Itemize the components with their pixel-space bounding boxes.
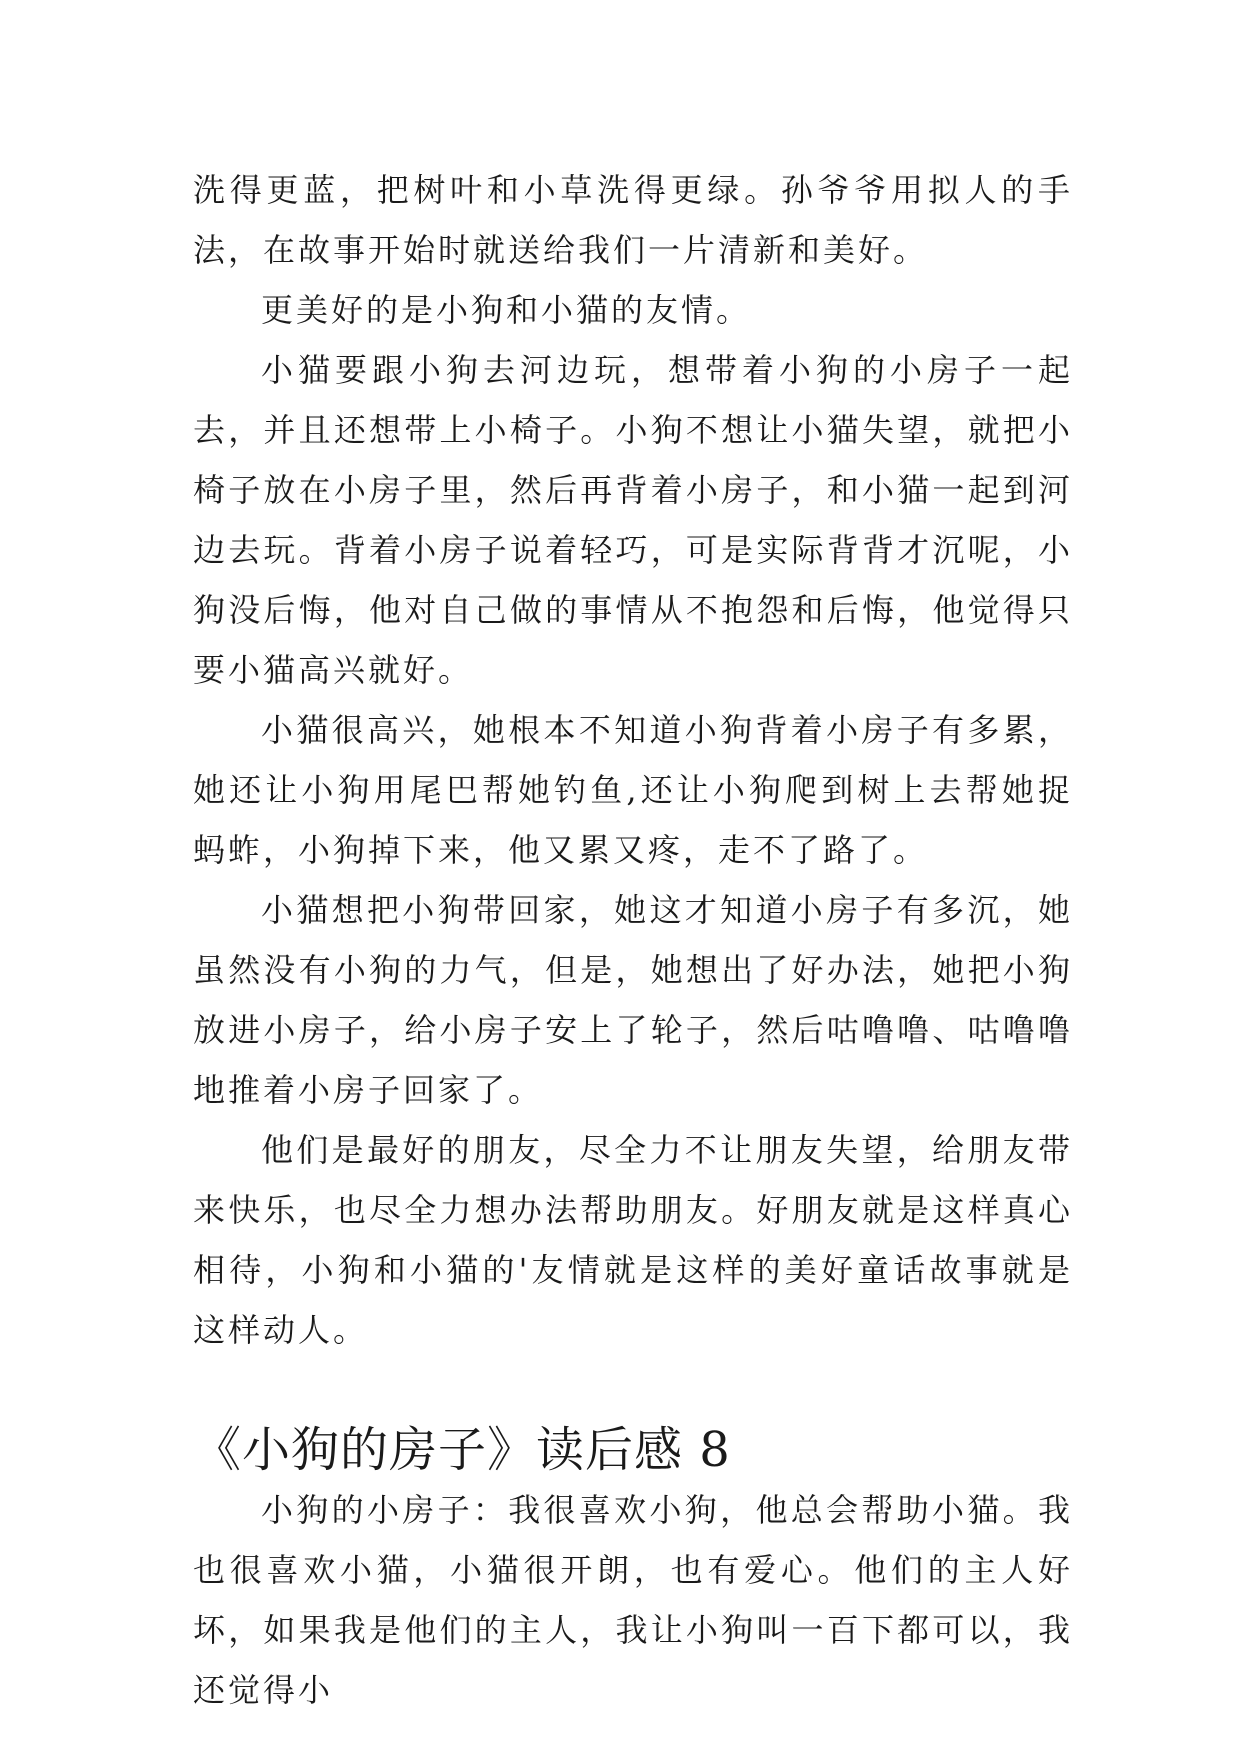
paragraph: 小狗的小房子：我很喜欢小狗，他总会帮助小猫。我也很喜欢小猫，小猫很开朗，也有爱心。他们的主人好坏，如果我是他们的主人，我让小狗叫一百下都可以，我还觉得小 xyxy=(193,1491,1073,1709)
document-body xyxy=(193,160,1073,1720)
paragraph: 洗得更蓝，把树叶和小草洗得更绿。孙爷爷用拟人的手法，在故事开始时就送给我们一片清新和美好。 xyxy=(193,171,1073,269)
paragraph: 他们是最好的朋友，尽全力不让朋友失望，给朋友带来快乐，也尽全力想办法帮助朋友。好朋友就是这样真心相待，小狗和小猫的'友情就是这样的美好童话故事就是这样动人。 xyxy=(193,1131,1073,1349)
paragraph: 小猫要跟小狗去河边玩，想带着小狗的小房子一起去，并且还想带上小椅子。小狗不想让小猫失望，就把小椅子放在小房子里，然后再背着小房子，和小猫一起到河边去玩。背着小房子说着轻巧，可是实际背背才沉呢，小狗没后悔，他对自己做的事情从不抱怨和后悔，他觉得只要小猫高兴就好。 xyxy=(193,351,1073,689)
paragraph: 更美好的是小狗和小猫的友情。 xyxy=(261,291,752,329)
section-heading: 《小狗的房子》读后感 8 xyxy=(193,1422,731,1478)
paragraph: 小猫很高兴，她根本不知道小狗背着小房子有多累，她还让小狗用尾巴帮她钓鱼,还让小狗爬到树上去帮她捉蚂蚱，小狗掉下来，他又累又疼，走不了路了。 xyxy=(193,711,1073,869)
paragraph: 小猫想把小狗带回家，她这才知道小房子有多沉，她虽然没有小狗的力气，但是，她想出了好办法，她把小狗放进小房子，给小房子安上了轮子，然后咕噜噜、咕噜噜地推着小房子回家了。 xyxy=(193,891,1073,1109)
